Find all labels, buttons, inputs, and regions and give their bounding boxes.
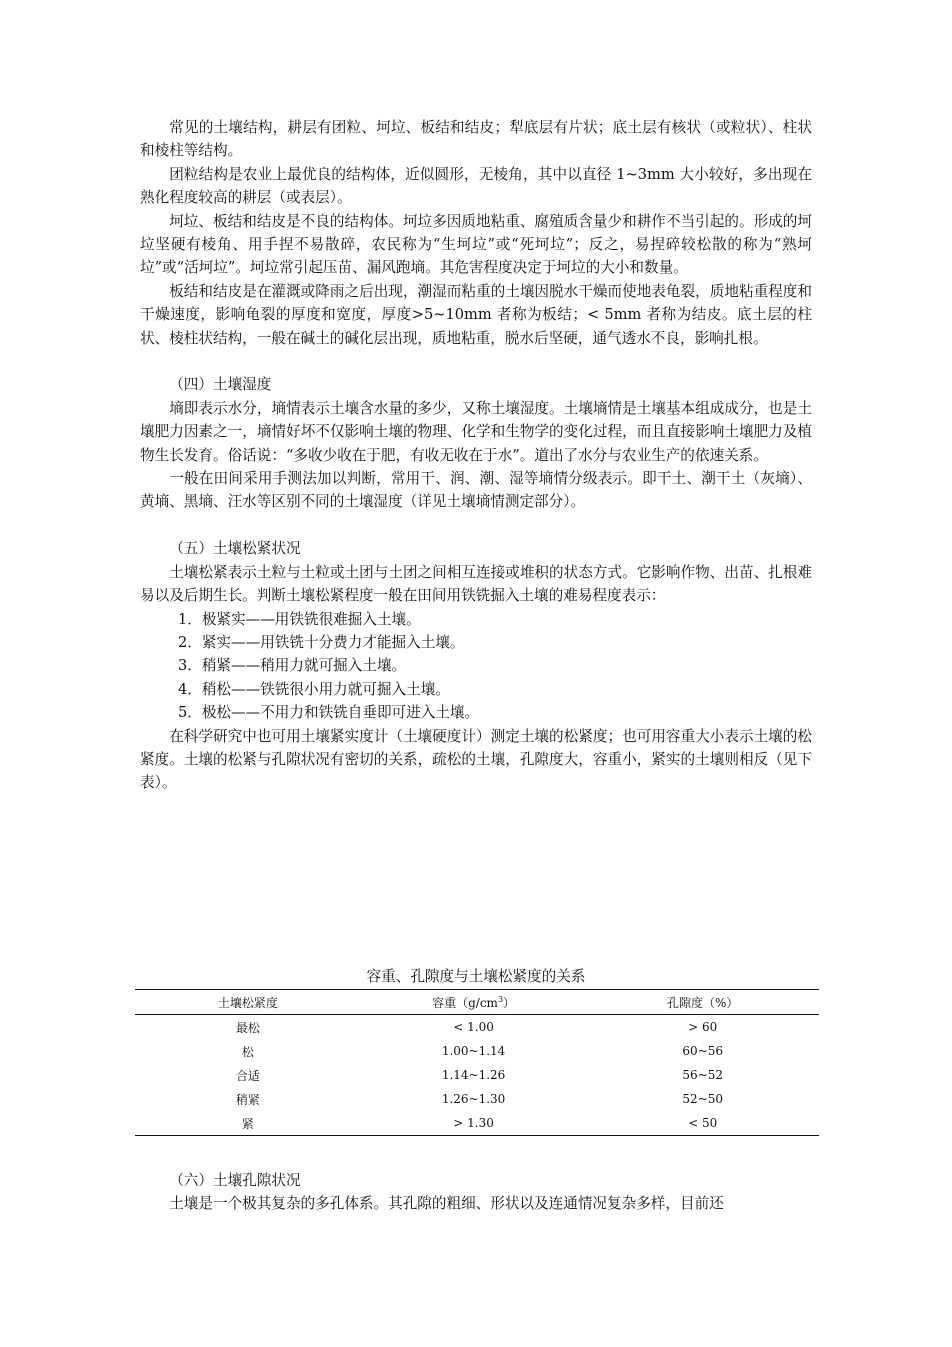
list-item: 3．稍紧——稍用力就可掘入土壤。: [177, 657, 407, 675]
main-text: [140, 116, 812, 795]
table-row: [135, 1111, 819, 1136]
table-cell: 松: [241, 1044, 254, 1059]
table-header-row: [135, 990, 819, 1015]
table-cell: 合适: [235, 1068, 260, 1083]
data-table: [135, 989, 819, 1136]
list-item: 2．紧实——用铁铣十分费力才能掘入土壤。: [177, 633, 465, 651]
spacer: [140, 350, 812, 373]
column-header-suffix: ）: [503, 995, 516, 1010]
list-item: 5．极松——不用力和铁铣自垂即可进入土壤。: [177, 704, 480, 722]
table-cell: 最松: [235, 1020, 260, 1035]
section-heading-porosity: （六）土壤孔隙状况: [169, 1172, 301, 1189]
superscript: 3: [497, 994, 504, 1004]
table-cell: 1.26~1.30: [441, 1092, 506, 1106]
table-row: [135, 1087, 819, 1111]
table-cell: < 1.00: [453, 1020, 494, 1034]
spacer: [140, 514, 812, 537]
table-cell: 1.14~1.26: [441, 1068, 506, 1082]
section-heading-compactness: （五）土壤松紧状况: [169, 540, 301, 558]
table-cell: 56~52: [682, 1068, 724, 1082]
column-header-text: 容重（g/cm: [432, 995, 498, 1010]
column-header: 土壤松紧度: [135, 990, 361, 1015]
table-cell: < 50: [586, 1111, 819, 1136]
paragraph: 土壤是一个极其复杂的多孔体系。其孔隙的粗细、形状以及连通情况复杂多样，目前还: [169, 1195, 724, 1213]
paragraph: 团粒结构是农业上最优良的结构体，近似圆形，无棱角，其中以直径 1~3mm 大小较好，多出现在熟化程度较高的耕层（或表层）。: [140, 165, 812, 207]
column-header: [361, 990, 587, 1015]
table-cell: > 1.30: [361, 1111, 587, 1136]
table-caption: 容重、孔隙度与土壤松紧度的关系: [366, 968, 586, 985]
list-item: 1．极紧实——用铁铣很难掘入土壤。: [177, 610, 421, 628]
table-row: [135, 1039, 819, 1063]
table-cell: 1.00~1.14: [441, 1044, 506, 1058]
list-item: 4．稍松——铁铣很小用力就可掘入土壤。: [177, 680, 450, 698]
section-heading-humidity: （四）土壤湿度: [169, 376, 272, 394]
paragraph: 墒即表示水分，墒情表示土壤含水量的多少，又称土壤湿度。土壤墒情是土壤基本组成成分，也是土壤肥力因素之一，墒情好坏不仅影响土壤的物理、化学和生物学的变化过程，而且直接影响土壤肥力及植物生长发育。俗话说：“多收少收在于肥，有收无收在于水”。道出了水分与农业生产的依速关系。: [140, 399, 812, 464]
paragraph: 在科学研究中也可用土壤紧实度计（土壤硬度计）测定土壤的松紧度；也可用容重大小表示土壤的松紧度。土壤的松紧与孔隙状况有密切的关系，疏松的土壤，孔隙度大，容重小，紧实的土壤则相反（见下表）。: [140, 727, 812, 792]
table-cell: > 60: [688, 1020, 718, 1034]
bottom-text: [140, 1169, 812, 1216]
table-cell: 52~50: [682, 1092, 724, 1106]
table-row: [135, 1015, 819, 1040]
table-cell: 60~56: [682, 1044, 724, 1058]
paragraph: 坷垃、板结和结皮是不良的结构体。坷垃多因质地粘重、腐殖质含量少和耕作不当引起的。形成的坷垃坚硬有棱角、用手捏不易散碎，农民称为“生坷垃”或“死坷垃”；反之，易捏碎较松散的称为“熟坷垃”或“活坷垃”。坷垃常引起压苗、漏风跑墒。其危害程度决定于坷垃的大小和数量。: [140, 212, 812, 277]
paragraph: 常见的土壤结构，耕层有团粒、坷垃、板结和结皮；犁底层有片状；底土层有核状（或粒状）、柱状和棱柱等结构。: [140, 119, 812, 160]
paragraph: 土壤松紧表示土粒与土粒或土团与土团之间相互连接或堆积的状态方式。它影响作物、出苗、扎根难易以及后期生长。判断土壤松紧程度一般在田间用铁铣掘入土壤的难易程度表示：: [140, 563, 812, 605]
paragraph: 板结和结皮是在灌溉或降雨之后出现，潮湿而粘重的土壤因脱水干燥而使地表龟裂，质地粘重程度和干燥速度，影响龟裂的厚度和宽度，厚度>5~10mm 者称为板结；< 5mm 者称为结皮。底土层的柱状、棱柱状结构，一般在碱土的碱化层出现，质地粘重，脱水后坚硬，通气透水不良，影响扎根。: [140, 282, 812, 347]
paragraph: 一般在田间采用手测法加以判断，常用干、润、潮、湿等墒情分级表示。即干土、潮干土（灰墒）、黄墒、黑墒、汪水等区别不同的土壤湿度（详见土壤墒情测定部分）。: [140, 470, 812, 511]
table-cell: 稍紧: [235, 1092, 260, 1107]
table-cell: 紧: [135, 1111, 361, 1136]
column-header: 孔隙度（%）: [586, 990, 819, 1015]
table-row: [135, 1063, 819, 1087]
